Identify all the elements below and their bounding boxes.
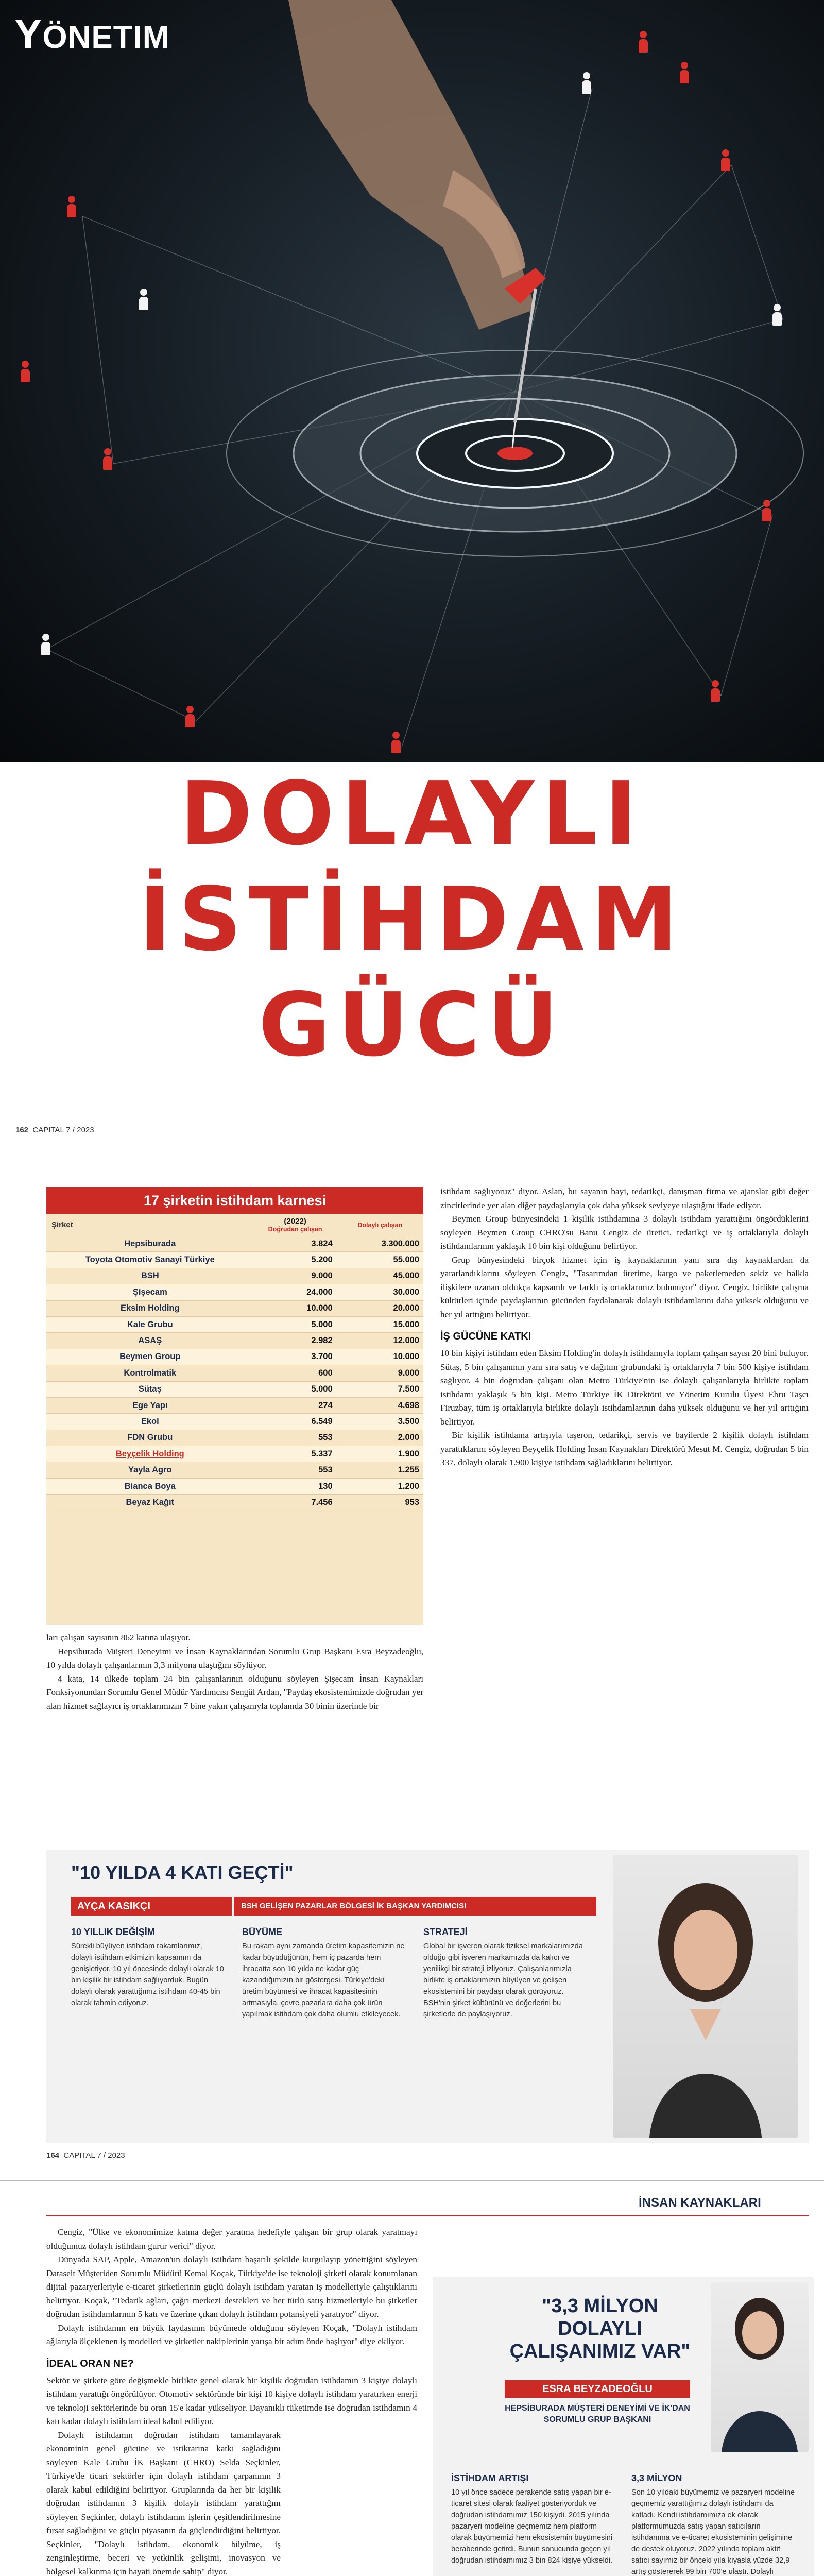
company-cell: Yayla Agro <box>46 1462 254 1478</box>
section-title: İNSAN KAYNAKLARI <box>639 2196 761 2210</box>
table-title: 17 şirketin istihdam karnesi <box>46 1187 423 1214</box>
indirect-cell: 4.698 <box>337 1397 423 1413</box>
table-row <box>46 1316 423 1332</box>
indirect-cell: 12.000 <box>337 1333 423 1349</box>
network-graphic <box>0 0 824 762</box>
direct-cell: 2.982 <box>254 1333 337 1349</box>
direct-cell: 24.000 <box>254 1284 337 1300</box>
direct-cell: 5.000 <box>254 1381 337 1397</box>
direct-cell: 9.000 <box>254 1268 337 1284</box>
company-cell: Beyaz Kağıt <box>46 1495 254 1511</box>
indirect-cell: 55.000 <box>337 1252 423 1268</box>
direct-cell: 7.456 <box>254 1495 337 1511</box>
table-row <box>46 1365 423 1381</box>
page-number: 162 CAPITAL 7 / 2023 <box>15 1126 94 1134</box>
company-cell: Toyota Otomotiv Sanayi Türkiye <box>46 1252 254 1268</box>
person-icon <box>639 31 648 53</box>
indirect-cell: 20.000 <box>337 1300 423 1316</box>
person-icon <box>41 634 50 655</box>
indirect-cell: 15.000 <box>337 1316 423 1332</box>
headline-block <box>0 762 824 1103</box>
portrait-photo <box>711 2282 809 2452</box>
company-cell: ASAŞ <box>46 1333 254 1349</box>
direct-cell: 553 <box>254 1430 337 1446</box>
box-column-2: 3,3 MİLYON Son 10 yıldaki büyümemiz ve pazaryeri modeline geçmemiz yarattığımız dolaylı istihdamı da katladı. Kendi istihdamımıza ek olarak platformumuzda satış yapan satıcıların istihdamına ve e-ticaret ekosisteminin gelişimine de destek oluyoruz. 2022 yılında toplam aktif satıcı sayımız bir önceki yıla kıyasla yüzde 32,9 artış göstererek 99 bin 700'e ulaştı. Dolaylı <box>631 2473 795 2576</box>
table-row <box>46 1268 423 1284</box>
indirect-cell: 953 <box>337 1495 423 1511</box>
col-direct: (2022) Doğrudan çalışan <box>268 1217 322 1233</box>
person-icon <box>680 62 689 83</box>
direct-cell: 274 <box>254 1397 337 1413</box>
interview-box-esra <box>433 2277 814 2576</box>
person-photo-icon <box>711 2282 809 2452</box>
person-icon <box>185 706 195 727</box>
person-photo-icon <box>613 1855 798 2138</box>
interview-box-ayca <box>46 1850 809 2143</box>
company-cell: Beymen Group <box>46 1349 254 1365</box>
direct-cell: 553 <box>254 1462 337 1478</box>
box-column-3: STRATEJİ Global bir işveren olarak fiziksel markalarımızda olduğu gibi işveren markamızda da kalıcı ve yenilikçi bir strateji izliyoruz. Çalışanlarımızla birlikte iş ortaklarımızın büyüyen ve gelişen ekosistemini bir paydaşı olarak görüyoruz. BSH'nin şirket kültürünü ve değerlerini bu şirketlerle de paylaşıyoruz. <box>423 1927 583 2019</box>
article-column-left: ları çalışan sayısının 862 katına ulaşıyor. Hepsiburada Müşteri Deneyimi ve İnsan Kaynaklarından Sorumlu Grup Başkanı Esra Beyzadeoğlu, 10 yılda dolaylı çalışanlarının 3,3 milyona ulaştığını söylüyor. 4 kata, 14 ülkede toplam 24 bin çalışanlarının olduğunu söyleyen Şişecam İnsan Kaynakları Fonksiyonundan Sorumlu Genel Müdür Yardımcısı Sengül Ardan, "Paydaş ekosistemimizde doğrudan yer alan hizmet sağlayıcı iş ortaklarımızın 7 bine yakın çalışanıyla toplamda 30 binin üzerinde bir <box>46 1633 423 1711</box>
indirect-cell: 3.300.000 <box>337 1236 423 1252</box>
table-row <box>46 1236 423 1252</box>
direct-cell: 6.549 <box>254 1414 337 1430</box>
article-column-left: Cengiz, "Ülke ve ekonomimize katma değer yaratma hedefiyle çalışan bir grup olarak yaratmayı olduğumuz dolaylı istihdam gurur verici" diyor. Dünyada SAP, Apple, Amazon'un dolaylı istihdam başarılı şekilde kurgulayıp yönettiğini söyleyen Dataseit Müşteriden Sorumlu Müdürü Kemal Koçak, Türkiye'de ise teknoloji şirketi olarak konumlanan dijital pazaryerleriyle e-ticaret şirketlerinin güçlü dolaylı istihdam yaratan iş modelleriyle çalıştıklarını belirtiyor. Koçak, "Tedarik ağları, çağrı merkezi destekleri ve her türlü satış hizmetleriyle bu şirketler doğrudan istihdamlarının 5 katı ve üzerine çıkan dolaylı istihdam potansiyeli yaratıyor" diyor. Dolaylı istihdamın en büyük faydasının büyümede olduğunu söyleyen Koçak, "Dolaylı istihdam ağlarıyla ölçeklenen iş modelleri ve şirketler nakiplerinin yarışa bir adım önde başlıyor" diye ekliyor. İDEAL ORAN NE? Sektör ve şirkete göre değişmekle birlikte genel olarak bir kişilik doğrudan istihdamın 3 kişiye dolaylı istihdam yarattığı öngörülüyor. Otomotiv sektöründe bir kişi 10 kişiye dolaylı istihdam yaratırken enerji ve teknoloji sektörlerinde bu oran 15'e kadar yükseliyor. Dayanıklı tüketimde ise doğrudan istihdamın 4 katı kadar dolaylı istihdam ideal kabul ediliyor. Dolaylı istihdamın doğrudan istihdam tamamlayarak ekonominin genel gücüne ve istikrarına katkı sağladığını söyleyen Kale Grubu İK Başkanı (CHRO) Selda Seçkinler, Türkiye'de ticari sektörler için dolaylı istihdam çarpanının 3 olarak kabul edildiğini belirtiyor. Gruplarında da her bir kişilik doğrudan istihdamın 3 kişilik dolaylı istihdam yarattığını söyleyen Seçkinler, dolaylı istihdamın işlerin çeşitlendirilmesine fırsat sağladığını ve güçlü piyasanın da güçlendirdiğini belirtiyor. Seçkinler, "Dolaylı istihdam, ekonomik büyüme, iş zenginleştirme, beceri ve yetkinlik gelişimi, inovasyon ve bölgesel kalkınma için hayati önemde sahip" diyor. <box>46 2227 417 2576</box>
direct-cell: 5.000 <box>254 1316 337 1332</box>
direct-cell: 5.337 <box>254 1446 337 1462</box>
box-column-2: BÜYÜME Bu rakam aynı zamanda üretim kapasitemizin ne kadar büyüdüğünün, hem iç pazarda hem ihracatta son 10 yılda ne kadar güç kazandığımızın bir göstergesi. Türkiye'deki üretim büyümesi ve ihracat kapasitesinin artmasıyla, çevre pazarlara daha çok ürün yapılmak istihdam çok daha olumlu etkileyecek. <box>242 1927 405 2019</box>
person-icon <box>721 149 730 171</box>
table-row <box>46 1284 423 1300</box>
person-icon <box>772 304 782 326</box>
person-icon <box>67 196 76 217</box>
box-quote: "10 YILDA 4 KATI GEÇTİ" <box>71 1862 294 1883</box>
page-divider <box>0 2180 824 2181</box>
portrait-photo <box>613 1855 798 2138</box>
table-row <box>46 1333 423 1349</box>
company-cell: FDN Grubu <box>46 1430 254 1446</box>
indirect-cell: 7.500 <box>337 1381 423 1397</box>
direct-cell: 3.824 <box>254 1236 337 1252</box>
box-role: BSH GELİŞEN PAZARLAR BÖLGESİ İK BAŞKAN YARDIMCISI <box>234 1897 596 1916</box>
headline-line-1: DOLAYLI <box>180 763 644 865</box>
direct-cell: 10.000 <box>254 1300 337 1316</box>
company-cell: Beyçelik Holding <box>46 1446 254 1462</box>
table-row <box>46 1495 423 1511</box>
table-row <box>46 1414 423 1430</box>
hero-image <box>0 0 824 762</box>
table-row <box>46 1349 423 1365</box>
direct-cell: 5.200 <box>254 1252 337 1268</box>
indirect-cell: 2.000 <box>337 1430 423 1446</box>
table-row <box>46 1430 423 1446</box>
direct-cell: 600 <box>254 1365 337 1381</box>
subheading: İŞ GÜCÜNE KATKI <box>440 1331 531 1342</box>
col-indirect: Dolaylı çalışan <box>357 1221 403 1229</box>
person-icon <box>103 448 112 470</box>
indirect-cell: 3.500 <box>337 1414 423 1430</box>
indirect-cell: 10.000 <box>337 1349 423 1365</box>
company-cell: Hepsiburada <box>46 1236 254 1252</box>
table-row <box>46 1397 423 1413</box>
company-cell: Şişecam <box>46 1284 254 1300</box>
indirect-cell: 30.000 <box>337 1284 423 1300</box>
company-cell: Kale Grubu <box>46 1316 254 1332</box>
indirect-cell: 45.000 <box>337 1268 423 1284</box>
company-cell: Eksim Holding <box>46 1300 254 1316</box>
staffing-table <box>46 1187 423 1625</box>
table-row <box>46 1381 423 1397</box>
company-cell: BSH <box>46 1268 254 1284</box>
box-name: ESRA BEYZADEOĞLU <box>505 2380 690 2398</box>
person-icon <box>391 732 401 753</box>
table-row <box>46 1300 423 1316</box>
person-icon <box>21 361 30 382</box>
box-name: AYÇA KASIKÇI <box>71 1897 232 1916</box>
indirect-cell: 1.900 <box>337 1446 423 1462</box>
company-cell: Ekol <box>46 1414 254 1430</box>
box-column-1: İSTİHDAM ARTIŞI 10 yıl önce sadece perakende satış yapan bir e-ticaret sitesi olarak faaliyet gösteriyorduk ve doğrudan istihdamımız 150 kişiydi. 2015 yılında pazaryeri modeline geçmemiz hem platform olarak büyümemizi hem ekosistemin büyümesini beraberinde getirdi. Bunun sonucunda geçen yıl doğrudan istihdamımız 3 bin 824 kişiye yükseldi. <box>451 2473 613 2565</box>
indirect-cell: 1.255 <box>337 1462 423 1478</box>
box-role: HEPSİBURADA MÜŞTERİ DENEYİMİ VE İK'DAN SORUMLU GRUP BAŞKANI <box>505 2404 690 2424</box>
table-row <box>46 1462 423 1478</box>
company-cell: Ege Yapı <box>46 1397 254 1413</box>
person-icon <box>711 680 720 702</box>
direct-cell: 3.700 <box>254 1349 337 1365</box>
box-quote: "3,3 MİLYON DOLAYLI ÇALIŞANIMIZ VAR" <box>509 2295 691 2362</box>
table-row <box>46 1252 423 1268</box>
page-number: 164 CAPITAL 7 / 2023 <box>46 2151 125 2160</box>
section-title: YÖNETIM <box>14 11 170 57</box>
subheading: İDEAL ORAN NE? <box>46 2358 134 2369</box>
box-column-1: 10 YILLIK DEĞİŞİM Sürekli büyüyen istihdam rakamlarımız, dolaylı istihdam etkimizin kapsamını da genişletiyor. 10 yıl öncesinde dolaylı olarak 10 bin kişilik bir istihdam sağlıyorduk. Bugün dolaylı olarak yarattığımız istihdam 40-45 bin olarak tahmin ediyoruz. <box>71 1927 224 2007</box>
person-icon <box>762 500 771 521</box>
table-row <box>46 1446 423 1462</box>
table-row <box>46 1478 423 1494</box>
indirect-cell: 9.000 <box>337 1365 423 1381</box>
headline-line-3: GÜCÜ <box>258 974 566 1076</box>
article-column-right: istihdam sağlıyoruz" diyor. Aslan, bu sayanın bayi, tedarikçi, danışman firma ve ajanslar gibi değer zincirlerinde yer alan diğer paydaşlarıyla çok daha yüksek seviyeye ulaştığını ifade ediyor. Beymen Group bünyesindeki 1 kişilik istihdamına 3 dolaylı istihdam yarattığını öngördüklerini söyleyen Beymen Group CHRO'su Banu Cengiz de üretici, tedarikçi ve iş ortaklarıyla dolaylı istihdamlarının yaklaşık 10 bin kişi olduğunu belirtiyor. Grup bünyesindeki birçok hizmet için iş kaynaklarının yanı sıra dış kaynaklardan da yararlandıklarını söyleyen Cengiz, "Tasarımdan üretime, kargo ve paketlemeden sekiz ve halkla ilişkilere uzanan oldukça kapsamlı ve farklı iş ortaklarımız bulunuyor" diyor. Cengiz, birlikte çalışma kültürleri içinde paydaşlarının gücünden faydalanarak dolaylı istihdamlarını daha yüksek olduğunu ve her yıl arttığını belirtiyor. İŞ GÜCÜNE KATKI 10 bin kişiyi istihdam eden Eksim Holding'in dolaylı istihdamıyla toplam çalışan sayısı 20 bini buluyor. Sütaş, 5 bin çalışanının yanı sıra satış ve dağıtım grubundaki iş ortaklarıyla 7 bin 500 kişiye istihdam sağlıyor. 4 bin doğrudan çalışanı olan Metro Türkiye'nin ise dolaylı çalışanlarıyla birlikte toplam istihdamı yaklaşık 5 bin kişi. Metro Türkiye İK Direktörü ve Yönetim Kurulu Üyesi Ebru Taşcı Firuzbay, tüm iş ortaklarıyla birlikte dolaylı istihdamlarının daha yüksek olduğunu ve her yıl arttığını belirtiyor. Bir kişilik istihdama artışıyla taşeron, tedarikçi, servis ve bayilerde 2 kişilik dolaylı istihdam yarattıklarını söyleyen Beyçelik Holding İnsan Kaynakları Direktörü Mesut M. Cengiz, doğrudan 5 bin 337, dolaylı olarak 1.900 kişiye istihdam sağladıklarını belirtiyor. <box>440 1187 809 1467</box>
person-icon <box>139 289 148 310</box>
headline-line-2: İSTİHDAM <box>139 869 685 971</box>
company-cell: Kontrolmatik <box>46 1365 254 1381</box>
person-icon <box>582 72 591 94</box>
section-rule <box>46 2215 809 2216</box>
data-table <box>46 1214 423 1511</box>
col-company: Şirket <box>52 1221 73 1229</box>
direct-cell: 130 <box>254 1478 337 1494</box>
company-cell: Sütaş <box>46 1381 254 1397</box>
company-cell: Bianca Boya <box>46 1478 254 1494</box>
indirect-cell: 1.200 <box>337 1478 423 1494</box>
